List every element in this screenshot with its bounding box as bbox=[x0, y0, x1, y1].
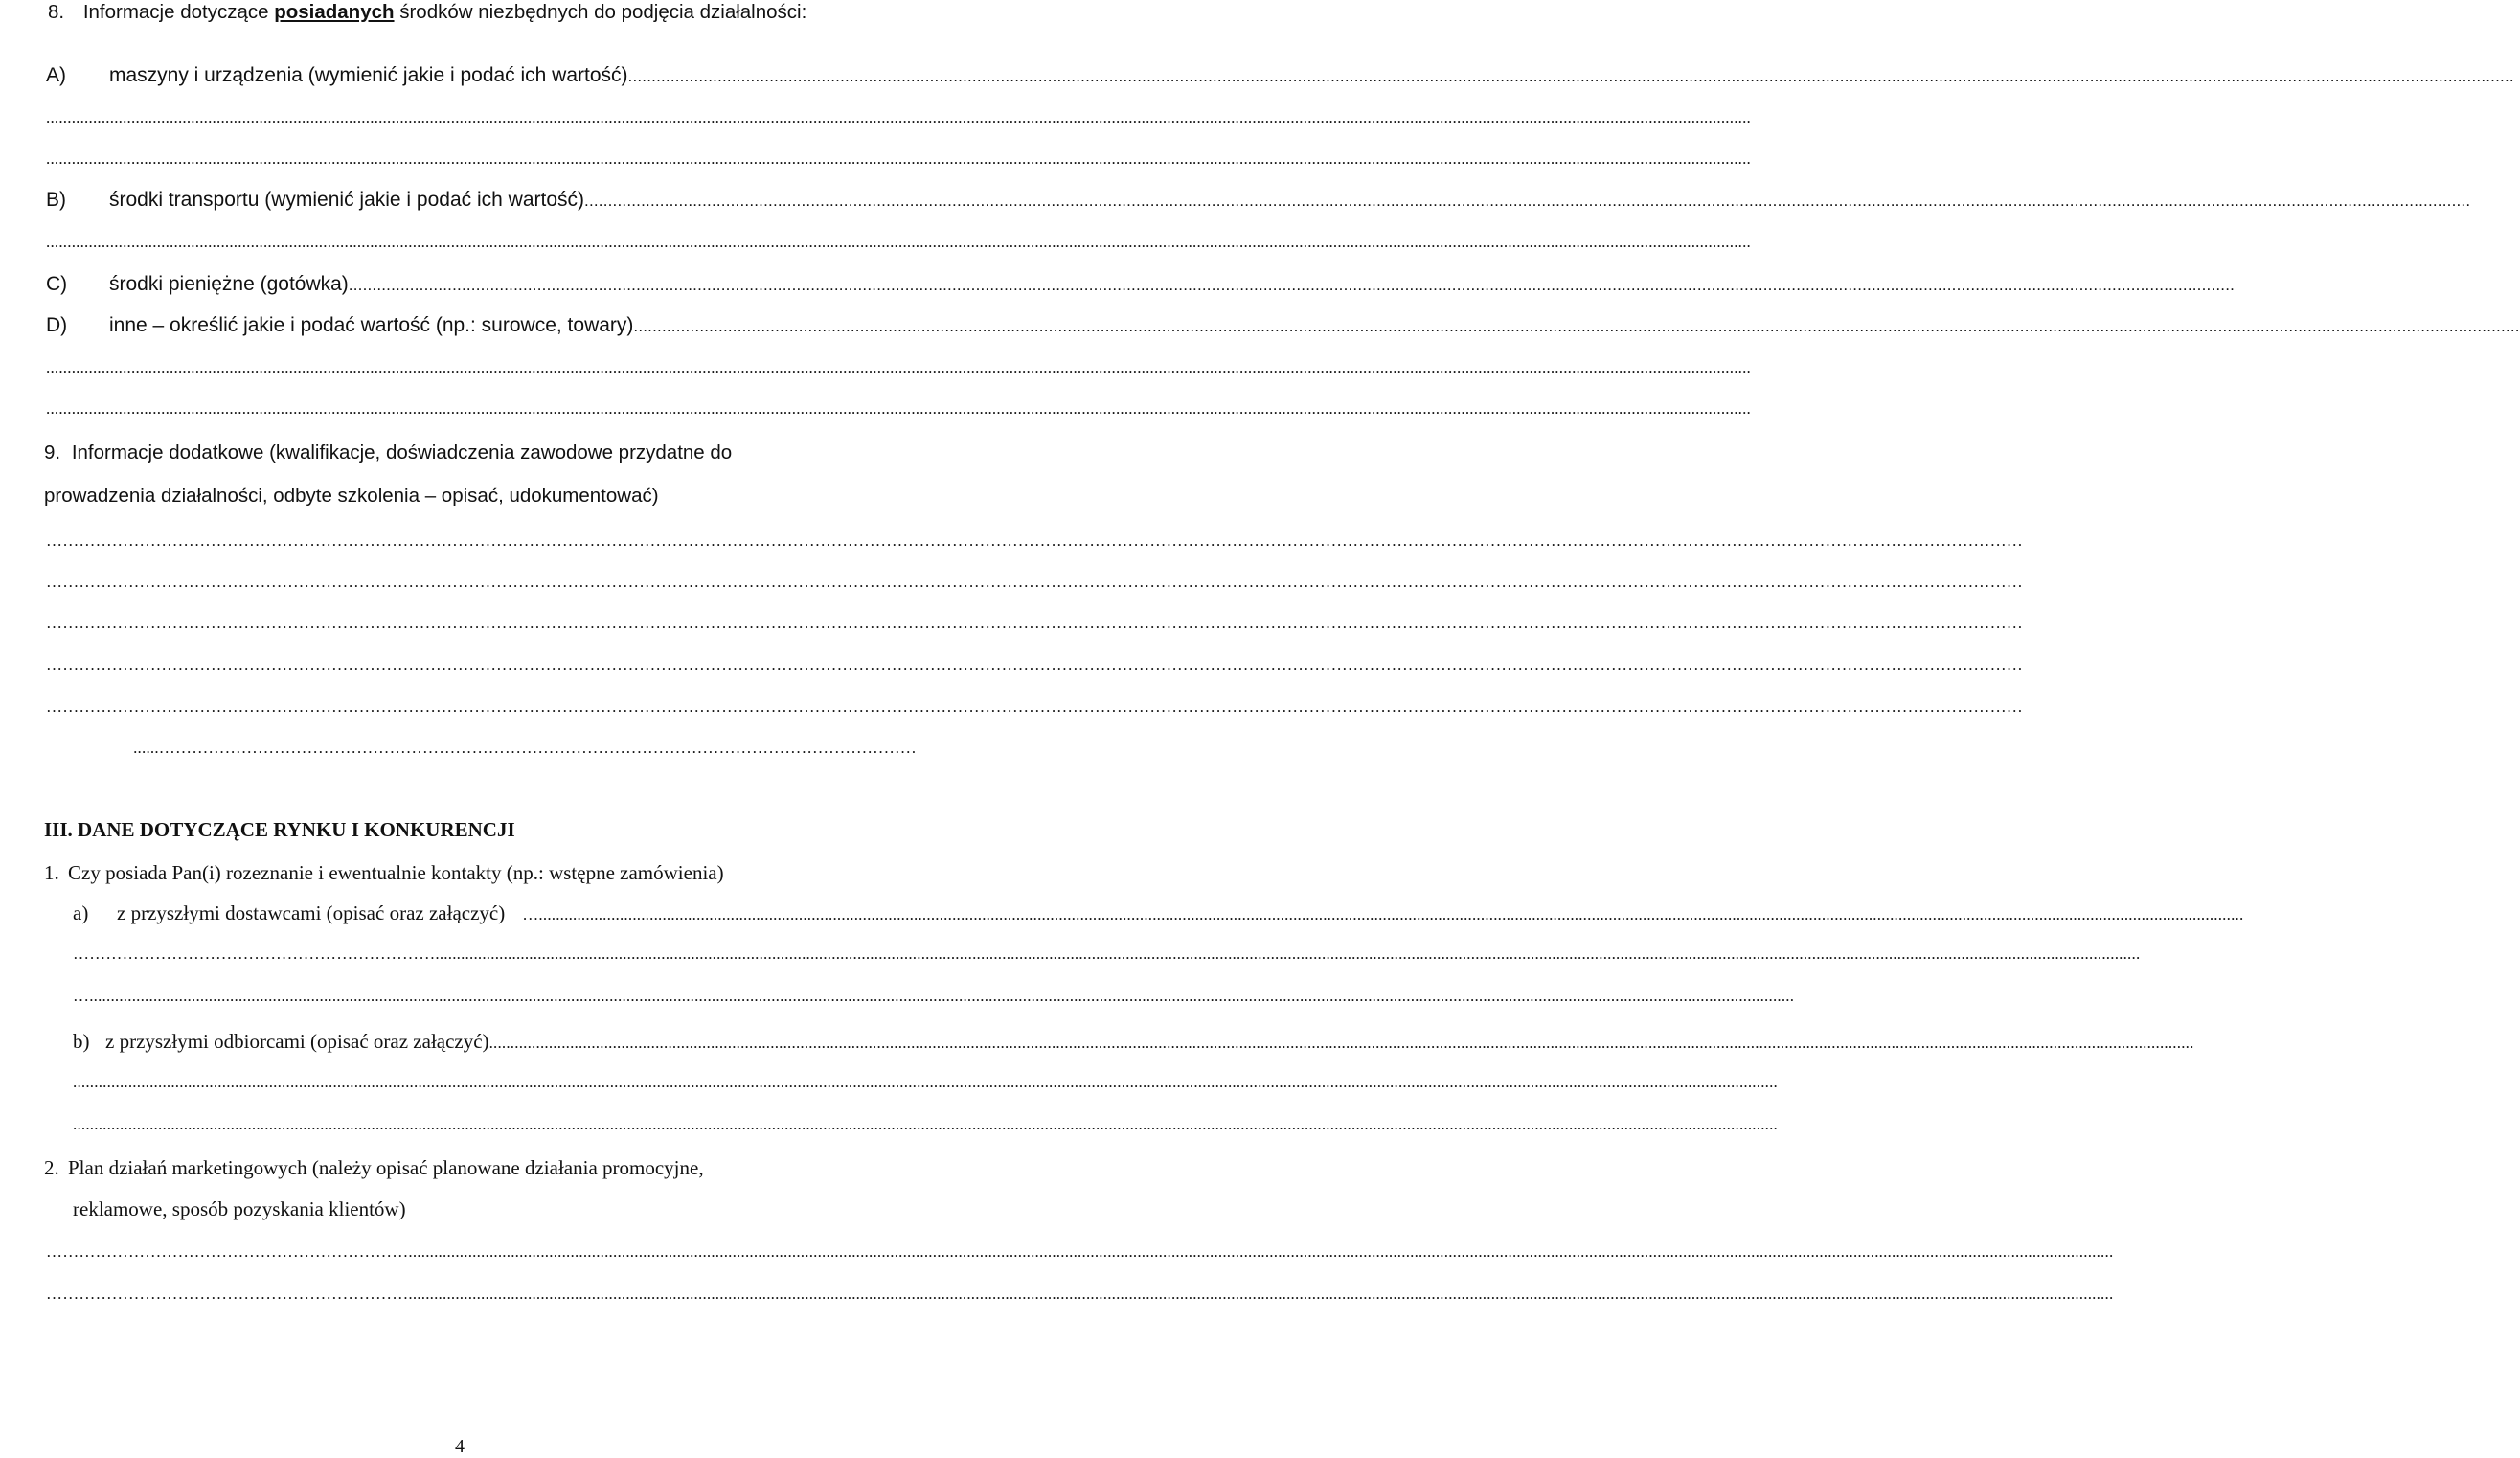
section-9-text-1: Informacje dodatkowe (kwalifikacje, doświadczenia zawodowe przydatne do bbox=[71, 442, 733, 464]
question-1a-answer-field[interactable]: …................................................................................................................................................................................................................................................................................................................................................................................................................ bbox=[522, 905, 2244, 923]
section-9-number: 9. bbox=[44, 442, 61, 464]
item-d-row bbox=[46, 313, 2520, 339]
item-d-marker: D) bbox=[46, 314, 68, 336]
section-8-title-before: Informacje dotyczące bbox=[82, 1, 275, 23]
section-9-answer-line-4[interactable]: ……………………………………………………………………………………………………………………………………………………………………………………………………………………………………………………………………………………………………………………………… bbox=[46, 655, 2023, 673]
item-a-answer-line-3[interactable]: ................................................................................................................................................................................................................................................................................................................................................................................................................ bbox=[46, 149, 1751, 168]
question-1b-answer-field[interactable]: ................................................................................................................................................................................................................................................................................................................................................................................................................ bbox=[488, 1034, 2194, 1052]
question-1a-answer-line-2[interactable]: …………………………………………………………................................................................................................................................................................................................................................................................................................................................................................................................................ bbox=[73, 945, 2141, 963]
section-9-text-2: prowadzenia działalności, odbyte szkolenia – opisać, udokumentować) bbox=[44, 485, 659, 507]
question-2-line-2: reklamowe, sposób pozyskania klientów) bbox=[73, 1197, 406, 1220]
item-a-answer-field[interactable]: ................................................................................................................................................................................................................................................................................................................................................................................................................ bbox=[627, 67, 2514, 85]
question-2-number: 2. bbox=[44, 1156, 59, 1179]
section-8-number: 8. bbox=[48, 1, 65, 23]
item-a-answer-line-2[interactable]: ................................................................................................................................................................................................................................................................................................................................................................................................................ bbox=[46, 108, 1751, 126]
question-1-number: 1. bbox=[44, 861, 59, 884]
question-2-line-1 bbox=[44, 1155, 704, 1180]
question-1a-row bbox=[73, 900, 2244, 927]
item-b-row bbox=[46, 188, 2471, 214]
item-b-marker: B) bbox=[46, 189, 66, 211]
page-number: 4 bbox=[455, 1436, 465, 1457]
item-d-text: inne – określić jakie i podać wartość (np.: surowce, towary) bbox=[109, 314, 634, 336]
item-d-answer-line-2[interactable]: ................................................................................................................................................................................................................................................................................................................................................................................................................ bbox=[46, 358, 1751, 376]
question-2-text-1: Plan działań marketingowych (należy opisać planowane działania promocyjne, bbox=[68, 1156, 704, 1179]
question-1b-text: z przyszłymi odbiorcami (opisać oraz załączyć) bbox=[105, 1030, 489, 1053]
question-1b-row bbox=[73, 1029, 2194, 1056]
section-8-heading bbox=[48, 0, 806, 25]
section-9-line-2 bbox=[44, 484, 659, 509]
question-1-line bbox=[44, 860, 724, 885]
item-a-marker: A) bbox=[46, 64, 66, 86]
item-b-text: środki transportu (wymienić jakie i podać ich wartość) bbox=[109, 189, 585, 211]
section-9-answer-line-1[interactable]: ……………………………………………………………………………………………………………………………………………………………………………………………………………………………………………………………………………………………………………………………… bbox=[46, 532, 2023, 550]
section-9-answer-line-2[interactable]: ……………………………………………………………………………………………………………………………………………………………………………………………………………………………………………………………………………………………………………………………… bbox=[46, 573, 2023, 591]
question-1b-answer-line-2[interactable]: ................................................................................................................................................................................................................................................................................................................................................................................................................ bbox=[73, 1073, 1778, 1091]
question-1-text: Czy posiada Pan(i) rozeznanie i ewentualnie kontakty (np.: wstępne zamówienia) bbox=[68, 861, 724, 884]
item-a-row bbox=[46, 63, 2514, 89]
section-9-line-1 bbox=[44, 441, 732, 466]
question-2-answer-line-2[interactable]: …………………………………………………………................................................................................................................................................................................................................................................................................................................................................................................................................ bbox=[46, 1285, 2114, 1303]
part-3-heading: III. DANE DOTYCZĄCE RYNKU I KONKURENCJI bbox=[44, 818, 515, 841]
item-d-answer-line-3[interactable]: ................................................................................................................................................................................................................................................................................................................................................................................................................ bbox=[46, 399, 1751, 418]
question-1b-answer-line-3[interactable]: ................................................................................................................................................................................................................................................................................................................................................................................................................ bbox=[73, 1115, 1778, 1133]
item-c-answer-field[interactable]: ................................................................................................................................................................................................................................................................................................................................................................................................................ bbox=[348, 276, 2236, 294]
question-2-answer-line-1[interactable]: …………………………………………………………................................................................................................................................................................................................................................................................................................................................................................................................................ bbox=[46, 1242, 2114, 1261]
item-d-answer-field[interactable]: ................................................................................................................................................................................................................................................................................................................................................................................................................ bbox=[633, 317, 2520, 335]
section-9-answer-line-3[interactable]: ……………………………………………………………………………………………………………………………………………………………………………………………………………………………………………………………………………………………………………………………… bbox=[46, 614, 2023, 632]
question-1a-answer-line-3[interactable]: …................................................................................................................................................................................................................................................................................................................................................................................................................ bbox=[73, 987, 1795, 1005]
section-9-answer-line-6[interactable]: …………………………………………………………………………………………………………………………...... bbox=[133, 739, 917, 757]
item-b-answer-line-2[interactable]: ................................................................................................................................................................................................................................................................................................................................................................................................................ bbox=[46, 233, 1751, 251]
question-1a-text: z przyszłymi dostawcami (opisać oraz załączyć) bbox=[117, 901, 506, 924]
item-c-text: środki pieniężne (gotówka) bbox=[109, 273, 349, 295]
section-9-answer-line-5[interactable]: ……………………………………………………………………………………………………………………………………………………………………………………………………………………………………………………………………………………………………………………………… bbox=[46, 697, 2023, 716]
question-1a-marker: a) bbox=[73, 901, 89, 924]
item-a-text: maszyny i urządzenia (wymienić jakie i podać ich wartość) bbox=[109, 64, 628, 86]
item-c-marker: C) bbox=[46, 273, 68, 295]
section-8-title-after: środków niezbędnych do podjęcia działalności: bbox=[394, 1, 807, 23]
section-8-title-emphasis: posiadanych bbox=[274, 1, 395, 23]
item-b-answer-field[interactable]: ................................................................................................................................................................................................................................................................................................................................................................................................................ bbox=[584, 192, 2471, 210]
question-1b-marker: b) bbox=[73, 1030, 90, 1053]
item-c-row bbox=[46, 272, 2236, 298]
